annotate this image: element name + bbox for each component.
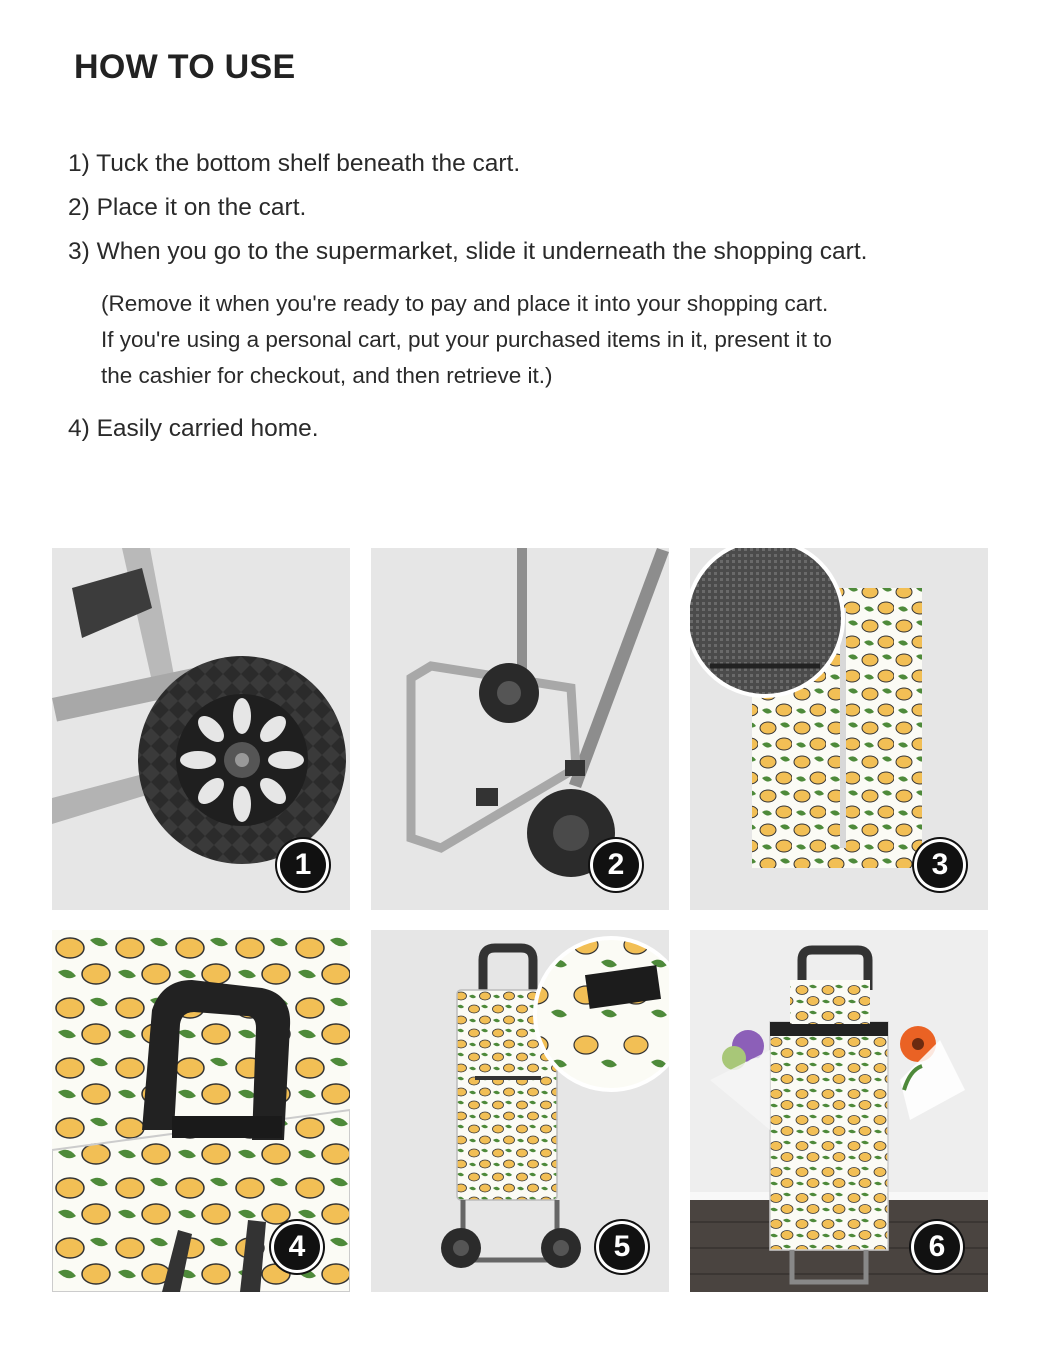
step-4-text: 4) Easily carried home. [68,415,319,442]
step-badge: 2 [593,842,639,888]
photo-step-4 [52,930,350,1292]
photo-step-2 [371,548,669,910]
photo-step-5 [371,930,669,1292]
step-badge: 4 [274,1224,320,1270]
note-line: (Remove it when you're ready to pay and place it into your shopping cart. [101,291,829,316]
note-line: If you're using a personal cart, put your purchased items in it, present it to [101,327,832,352]
photo-step-1 [52,548,350,910]
photo-step-6 [690,930,988,1292]
step-3-note [101,286,832,394]
step-badge: 6 [914,1224,960,1270]
photo-step-3 [690,548,988,910]
step-2-text: 2) Place it on the cart. [68,194,307,221]
note-line: the cashier for checkout, and then retrieve it.) [101,363,553,388]
step-badge: 5 [599,1224,645,1270]
step-badge: 3 [917,842,963,888]
step-3-text: 3) When you go to the supermarket, slide it underneath the shopping cart. [68,238,868,265]
page-title: HOW TO USE [74,48,296,86]
step-badge: 1 [280,842,326,888]
step-1-text: 1) Tuck the bottom shelf beneath the cart. [68,150,521,177]
